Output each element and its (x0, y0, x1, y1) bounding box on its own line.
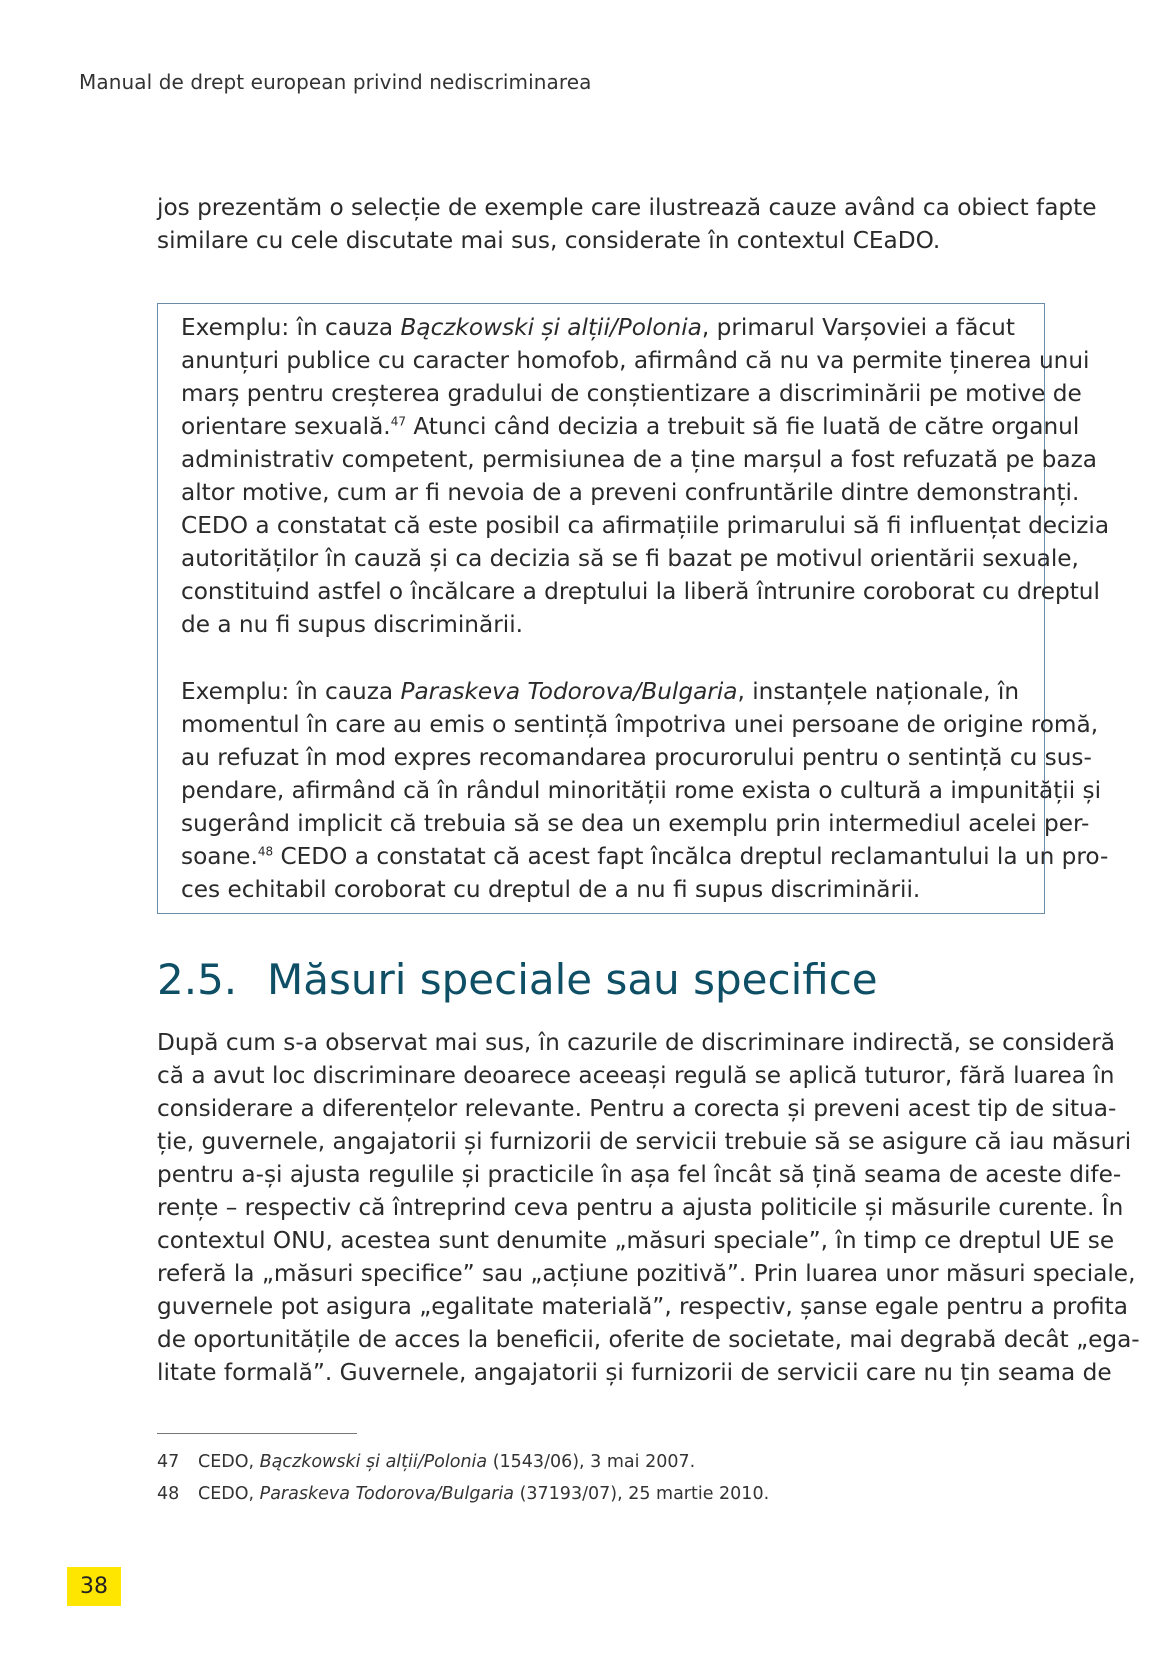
text-line: ces echitabil coroborat cu dreptul de a nu fi supus discriminării. (181, 876, 921, 903)
footnote-number: 47 (157, 1452, 180, 1472)
page-number: 38 (67, 1567, 121, 1606)
text-line: de oportunitățile de acces la beneficii, oferite de societate, mai degrabă decât „ega- (157, 1326, 1140, 1353)
text-line: au refuzat în mod expres recomandarea procurorului pentru o sentință cu sus- (181, 744, 1092, 771)
text-line: După cum s-a observat mai sus, în cazurile de discriminare indirectă, se consideră (157, 1029, 1115, 1056)
text-line: litate formală”. Guvernele, angajatorii și furnizorii de servicii care nu țin seama de (157, 1359, 1112, 1386)
text-line (181, 675, 1023, 708)
text-span: CEDO a constatat că acest fapt încălca dreptul reclamantului la un pro- (273, 843, 1109, 870)
footnotes (157, 1446, 769, 1510)
case-name: Paraskeva Todorova/Bulgaria (259, 1484, 515, 1504)
text-line: pendare, afirmând că în rândul minorității rome exista o cultură a impunității și (181, 777, 1102, 804)
case-name: Bączkowski și alții/Polonia (259, 1452, 488, 1472)
text-span: CEDO, (198, 1484, 260, 1504)
footnote-text (198, 1446, 695, 1478)
section-heading (157, 955, 878, 1004)
text-span: Atunci când decizia a trebuit să fie luată de către organul (405, 413, 1080, 440)
footnote-number: 48 (157, 1484, 180, 1504)
text-line: autorităților în cauză și ca decizia să se fi bazat pe motivul orientării sexuale, (181, 545, 1079, 572)
text-line: anunțuri publice cu caracter homofob, afirmând că nu va permite ținerea unui (181, 347, 1090, 374)
examples-box (157, 303, 1110, 914)
text-span: soane. (181, 843, 258, 870)
footnote (157, 1478, 769, 1510)
body-paragraph (157, 1026, 1140, 1389)
example-label: Exemplu: în cauza (181, 314, 401, 341)
text-line: ție, guvernele, angajatorii și furnizorii de servicii trebuie să se asigure că iau măsuri (157, 1128, 1132, 1155)
footnote-ref[interactable]: 47 (390, 414, 406, 429)
text-span: CEDO, (198, 1452, 260, 1472)
example-2 (181, 675, 1109, 906)
text-span: (37193/07), 25 martie 2010. (514, 1484, 770, 1504)
text-line: marș pentru creșterea gradului de conștientizare a discriminării pe motive de (181, 380, 1082, 407)
text-line: considerare a diferențelor relevante. Pentru a corecta și preveni acest tip de situa- (157, 1095, 1117, 1122)
text-line: pentru a-și ajusta regulile și practicile în așa fel încât să țină seama de aceste dife- (157, 1161, 1122, 1188)
text-line: administrativ competent, permisiunea de a ține marșul a fost refuzată pe baza (181, 446, 1097, 473)
footnote-text (198, 1478, 769, 1510)
footnote (157, 1446, 769, 1478)
text-line (181, 311, 1023, 344)
section-title: Măsuri speciale sau specifice (267, 955, 878, 1004)
intro-paragraph (157, 191, 1097, 257)
text-line: constituind astfel o încălcare a dreptului la liberă întrunire coroborat cu dreptul (181, 578, 1100, 605)
example-label: Exemplu: în cauza (181, 678, 401, 705)
text-line: altor motive, cum ar fi nevoia de a preveni confruntările dintre demonstranți. (181, 479, 1080, 506)
text-line: de a nu fi supus discriminării. (181, 611, 524, 638)
text-span: , primarul Varșoviei a făcut (701, 314, 1015, 341)
text-line: CEDO a constatat că este posibil ca afirmațiile primarului să fi influențat decizia (181, 512, 1110, 539)
section-number: 2.5. (157, 955, 238, 1004)
case-name: Bączkowski și alții/Polonia (400, 314, 702, 341)
text-span: (1543/06), 3 mai 2007. (487, 1452, 696, 1472)
text-line: guvernele pot asigura „egalitate materială”, respectiv, șanse egale pentru a profita (157, 1293, 1128, 1320)
example-1 (181, 311, 1110, 641)
running-head: Manual de drept european privind nediscriminarea (79, 70, 592, 94)
footnote-ref[interactable]: 48 (257, 844, 274, 859)
text-line (181, 840, 1109, 873)
text-line: referă la „măsuri specifice” sau „acțiune pozitivă”. Prin luarea unor măsuri speciale, (157, 1260, 1136, 1287)
text-line: momentul în care au emis o sentință împotriva unei persoane de origine romă, (181, 711, 1099, 738)
footnote-divider (157, 1433, 357, 1434)
text-line (181, 410, 1080, 443)
text-line: similare cu cele discutate mai sus, considerate în contextul CEaDO. (157, 227, 941, 254)
text-line: rențe – respectiv că întreprind ceva pentru a ajusta politicile și măsurile curente. În (157, 1194, 1124, 1221)
text-line: sugerând implicit că trebuia să se dea un exemplu prin intermediul acelei per- (181, 810, 1090, 837)
text-span: orientare sexuală. (181, 413, 391, 440)
text-line: că a avut loc discriminare deoarece aceeași regulă se aplică tuturor, fără luarea în (157, 1062, 1115, 1089)
text-line: contextul ONU, acestea sunt denumite „măsuri speciale”, în timp ce dreptul UE se (157, 1227, 1115, 1254)
text-span: , instanțele naționale, în (737, 678, 1020, 705)
case-name: Paraskeva Todorova/Bulgaria (400, 678, 738, 705)
text-line: jos prezentăm o selecție de exemple care ilustrează cauze având ca obiect fapte (157, 194, 1097, 221)
